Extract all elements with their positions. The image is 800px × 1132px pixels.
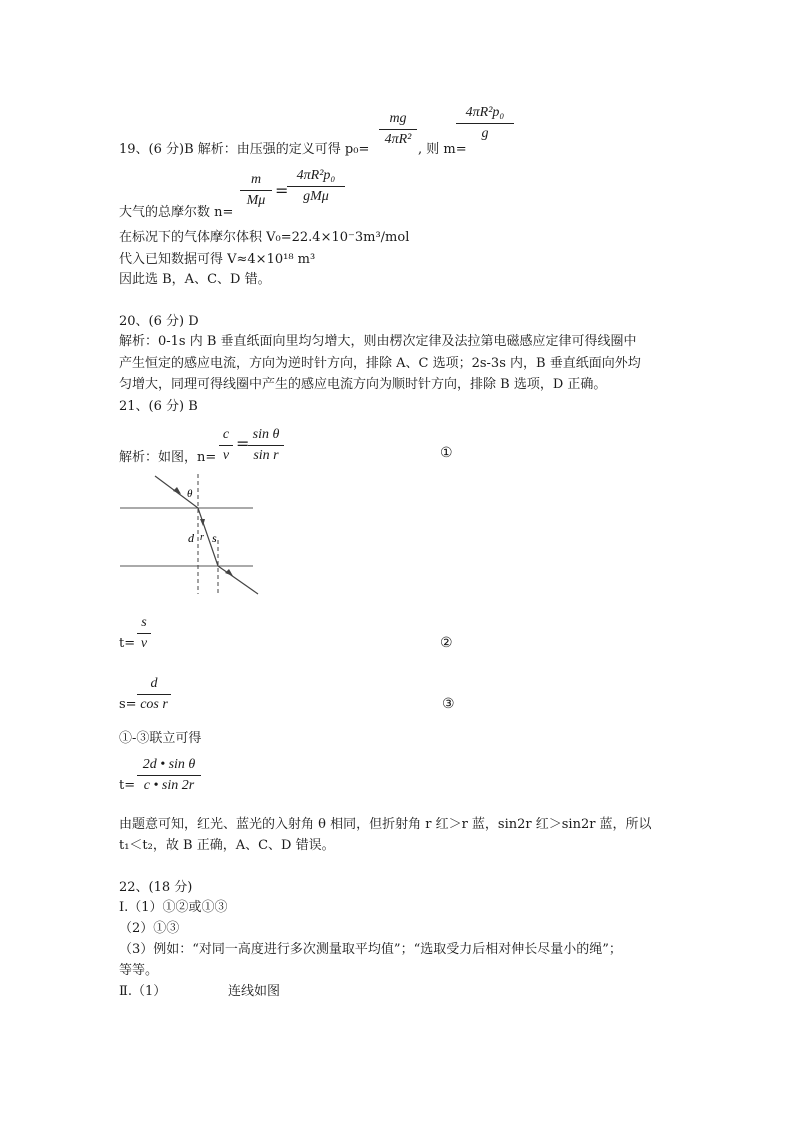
fraction-bar xyxy=(137,633,151,634)
q22-part2-1b: 连线如图 xyxy=(228,984,281,999)
fraction-numerator: s xyxy=(141,615,147,630)
emergent-ray xyxy=(218,566,258,594)
q22-part1-1: Ⅰ.（1）①②或①③ xyxy=(119,900,228,915)
q20-header: 20、(6 分) D xyxy=(119,314,199,329)
s-label: s= xyxy=(119,697,137,712)
q20-line1: 解析：0-1s 内 B 垂直纸面向里均匀增大，则由楞次定律及法拉第电磁感应定律可得线圈中 xyxy=(119,334,637,349)
fraction-bar xyxy=(287,186,345,187)
fraction-denominator: cos r xyxy=(140,697,168,712)
emergent-arrow-icon xyxy=(225,569,233,576)
fraction-n2 xyxy=(287,167,345,206)
fraction-bar xyxy=(137,775,201,776)
fraction-bar xyxy=(240,190,272,191)
fraction-final-t xyxy=(137,756,201,795)
fraction-denominator: sin r xyxy=(253,448,279,463)
fraction-c-over-v xyxy=(219,426,233,465)
then-m-text: , 则 m= xyxy=(418,142,467,157)
q21-header: 21、(6 分) B xyxy=(119,399,198,414)
combine-line: ①-③联立可得 xyxy=(119,731,202,746)
fraction-numerator: 4πR²p₀ xyxy=(296,168,336,183)
fraction-denominator: 4πR² xyxy=(384,132,412,147)
refraction-diagram xyxy=(115,470,265,600)
q22-part2-1: Ⅱ.（1） xyxy=(119,984,167,999)
t2-label: t= xyxy=(119,778,136,793)
fraction-d-over-cosr xyxy=(137,675,171,714)
fraction-bar xyxy=(137,694,171,695)
fraction-bar xyxy=(219,445,233,446)
fraction-numerator: 2d • sin θ xyxy=(142,757,196,772)
fraction-sin-ratio xyxy=(248,426,284,465)
equals-sign: = xyxy=(236,434,250,453)
q22-part1-3: （3）例如：“对同一高度进行多次测量取平均值”；“选取受力后相对伸长尽量小的绳”； xyxy=(119,942,622,957)
marker-3: ③ xyxy=(442,696,455,712)
fraction-numerator: d xyxy=(150,676,158,691)
s-label: s xyxy=(212,531,217,545)
q20-line2: 产生恒定的感应电流，方向为逆时针方向，排除 A、C 选项；2s-3s 内，B 垂直纸面向外均 xyxy=(119,356,641,371)
fraction-p0 xyxy=(379,110,417,149)
marker-1: ① xyxy=(440,445,453,461)
fraction-denominator: v xyxy=(140,636,148,651)
marker-2: ② xyxy=(440,635,453,651)
q22-part1-3b: 等等。 xyxy=(119,963,159,978)
analysis-label: 解析：如图，n= xyxy=(119,450,217,465)
theta-label: θ xyxy=(187,488,193,500)
fraction-denominator: g xyxy=(481,126,489,141)
fraction-numerator: 4πR²p₀ xyxy=(465,105,505,120)
fraction-numerator: sin θ xyxy=(252,427,280,442)
fraction-denominator: Mμ xyxy=(246,193,266,208)
q21-conclusion1: 由题意可知，红光、蓝光的入射角 θ 相同，但折射角 r 红＞r 蓝，sin2r 红＞sin2r 蓝，所以 xyxy=(119,817,652,832)
fraction-denominator: c • sin 2r xyxy=(143,778,195,793)
q22-part1-2: （2）①③ xyxy=(119,921,180,936)
q21-conclusion2: t₁＜t₂，故 B 正确，A、C、D 错误。 xyxy=(119,838,335,853)
fraction-bar xyxy=(248,445,284,446)
equals-sign: = xyxy=(275,181,289,200)
moles-label: 大气的总摩尔数 n= xyxy=(119,205,234,220)
fraction-numerator: m xyxy=(250,172,262,187)
fraction-denominator: v xyxy=(222,448,230,463)
r-label: r xyxy=(200,532,204,543)
q20-line3: 匀增大，同理可得线圈中产生的感应电流方向为顺时针方向，排除 B 选项，D 正确。 xyxy=(119,377,607,392)
fraction-numerator: mg xyxy=(389,111,407,126)
fraction-s-over-v xyxy=(137,614,151,653)
fraction-denominator: gMμ xyxy=(303,189,329,204)
fraction-bar xyxy=(379,129,417,130)
fraction-numerator: c xyxy=(222,427,230,442)
fraction-bar xyxy=(456,123,514,124)
fraction-n1 xyxy=(240,171,272,210)
substitute-line: 代入已知数据可得 V≈4×10¹⁸ m³ xyxy=(119,252,316,267)
q19-conclusion: 因此选 B，A、C、D 错。 xyxy=(119,272,271,287)
q19-header: 19、(6 分)B 解析：由压强的定义可得 p₀= xyxy=(119,142,370,157)
d-label: d xyxy=(188,531,194,545)
q22-header: 22、(18 分) xyxy=(119,880,193,895)
t-label: t= xyxy=(119,636,136,651)
fraction-m xyxy=(456,104,514,143)
molar-volume-line: 在标况下的气体摩尔体积 V₀=22.4×10⁻3m³/mol xyxy=(119,230,410,245)
